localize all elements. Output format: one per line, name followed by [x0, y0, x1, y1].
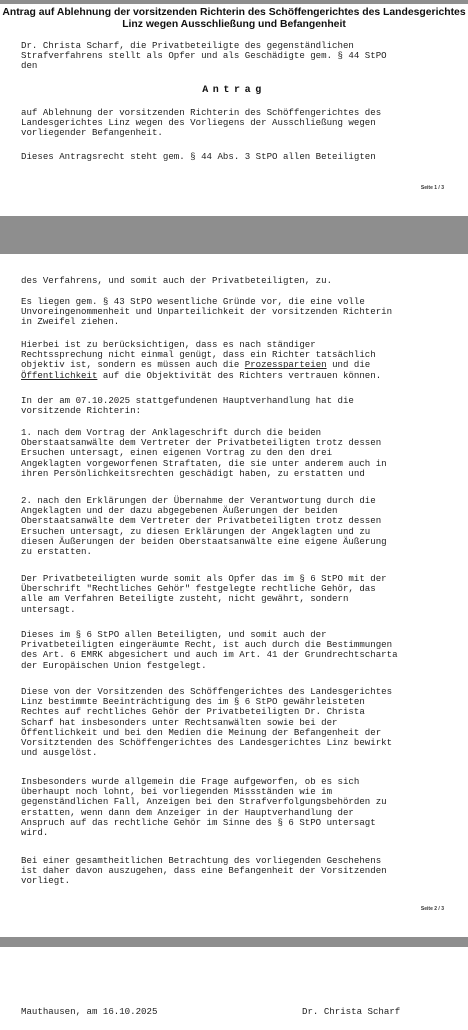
consider-paragraph [21, 340, 381, 381]
question-line: gegenständlichen Fall, Anzeigen bei den Strafverfolgungsbehörden zu [21, 796, 387, 808]
impairment-line: und ausgelöst. [21, 747, 98, 759]
consider-text: und die [326, 359, 371, 371]
item-1-line: Ersuchen untersagt, einen eigenen Vortrag zu den den drei [21, 447, 333, 459]
consider-line: Rechtssprechung nicht einmal genügt, dass ein Richter tatsächlich [21, 349, 376, 361]
impairment-line: Vorsitztenden des Schöffengerichtes des Landesgerichtes Linz bewirkt [21, 737, 393, 749]
victim-line: alle am Verfahren Beteiligte zusteht, nicht gewährt, sondern [21, 593, 349, 605]
question-line: erstatten, wenn dann dem Anzeiger in der Hauptverhandlung der [21, 806, 354, 818]
impairment-line: Öffentlichkeit und bei den Medien die Meinung der Befangenheit der [21, 726, 382, 738]
item-1-line: Oberstaatsanwälte dem Vertreter der Privatbeteiligten trotz dessen [21, 437, 382, 449]
question-paragraph [21, 777, 387, 838]
question-line: Anspruch auf das rechtliche Gehör im Sinne des § 6 StPO untersagt [21, 816, 376, 828]
page-separator-2 [0, 937, 468, 947]
prozessparteien-underlined: Prozessparteien [244, 359, 327, 371]
right-line: Dieses im § 6 StPO allen Beteiligten, und somit auch der [21, 629, 327, 640]
consider-text: objektiv ist, sondern es müssen auch die [21, 359, 245, 371]
document-title [0, 7, 468, 31]
consider-line [21, 371, 381, 381]
grounds-line: in Zweifel ziehen. [21, 316, 120, 328]
page-separator-top [0, 0, 468, 4]
conclusion-line: vorliegt. [21, 875, 71, 887]
conclusion-line: Bei einer gesamtheitlichen Betrachtung des vorliegenden Geschehens [21, 855, 382, 866]
impairment-paragraph [21, 687, 392, 758]
signature-name: Dr. Christa Scharf [302, 1006, 401, 1017]
hearing-paragraph [21, 396, 354, 416]
purpose-line: vorliegender Befangenheit. [21, 127, 163, 139]
victim-line: untersagt. [21, 603, 76, 615]
right-paragraph [21, 630, 398, 671]
question-line: überhaupt noch lohnt, bei vorliegenden Missständen wie im [21, 786, 333, 798]
right-line: der Europäischen Union festgelegt. [21, 659, 207, 671]
item-1-line: ihren Persönlichkeitsrechten geschädigt haben, zu erstatten und [21, 467, 365, 479]
intro-line: Strafverfahrens stellt als Opfer und als Geschädigte gem. § 44 StPO [21, 50, 387, 62]
item-2-line: Angeklagten und der dazu abgegebenen Äußerungen der beiden [21, 505, 338, 517]
consider-text: auf die Objektivität des Richters vertrauen können. [97, 369, 382, 381]
purpose-line: Landesgerichtes Linz wegen des Vorliegens der Ausschließung wegen [21, 117, 376, 129]
grounds-line: Unvoreingenommenheit und Unparteilichkeit der vorsitzenden Richterin [21, 306, 393, 318]
question-line: Insbesonders wurde allgemein die Frage aufgeworfen, ob es sich [21, 776, 360, 787]
right-line: des Art. 6 EMRK abgesichert und auch im Art. 41 der Grundrechtscharta [21, 649, 398, 661]
intro-line: Dr. Christa Scharf, die Privatbeteiligte des gegenständlichen [21, 40, 354, 51]
place-and-date: Mauthausen, am 16.10.2025 [21, 1006, 158, 1017]
document-title-line-2: Linz wegen Ausschließung und Befangenheit [122, 19, 346, 30]
intro-line: den [21, 60, 38, 72]
antrag-heading: Antrag [202, 85, 266, 96]
page-number-2: Seite 2 / 3 [420, 906, 444, 912]
purpose-line: auf Ablehnung der vorsitzenden Richterin des Schöffengerichtes des [21, 107, 382, 118]
intro-paragraph [21, 41, 387, 72]
item-2-paragraph [21, 496, 387, 557]
victim-paragraph [21, 574, 387, 615]
right-line: Privatbeteiligten eingeräumte Recht, ist auch durch die Bestimmungen [21, 639, 393, 651]
conclusion-paragraph [21, 856, 387, 887]
victim-line: Überschrift "Rechtliches Gehör" festgelegte rechtliche Gehör, das [21, 583, 376, 595]
page-number-1: Seite 1 / 3 [420, 185, 444, 191]
question-line: wird. [21, 827, 49, 839]
item-1-paragraph [21, 428, 387, 479]
item-2-line: diesen Äußerungen der beiden Oberstaatsanwälte eine eigene Äußerung [21, 535, 387, 547]
purpose-paragraph [21, 108, 381, 139]
conclusion-line: ist daher davon auszugehen, dass eine Befangenheit der Vorsitzenden [21, 865, 387, 877]
hearing-line: vorsitzende Richterin: [21, 405, 142, 417]
right-note: Dieses Antragsrecht steht gem. § 44 Abs. 3 StPO allen Beteiligten [21, 151, 376, 162]
grounds-line: Es liegen gem. § 43 StPO wesentliche Gründe vor, die eine volle [21, 296, 365, 307]
grounds-paragraph [21, 297, 392, 328]
document-title-line-1: Antrag auf Ablehnung der vorsitzenden Richterin des Schöffengerichtes des Landesgerichtes [2, 7, 466, 18]
continuation-line: des Verfahrens, und somit auch der Privatbeteiligten, zu. [21, 275, 333, 286]
page-separator-1 [0, 216, 468, 254]
item-1-line: Angeklagten vorgeworfenen Straftaten, die sie unter anderem auch in [21, 457, 387, 469]
item-2-line: 2. nach den Erklärungen der Übernahme der Verantwortung durch die [21, 495, 376, 506]
impairment-line: Scharf hat insbesonders unter Rechtsanwälten sowie bei der [21, 716, 338, 728]
item-2-line: zu erstatten. [21, 546, 92, 558]
item-2-line: Oberstaatsanwälte dem Vertreter der Privatbeteiligten trotz dessen [21, 515, 382, 527]
impairment-line: Diese von der Vorsitzenden des Schöffengerichtes des Landesgerichtes [21, 686, 393, 697]
item-2-line: Ersuchen untersagt, zu diesen Erklärungen der Angeklagten und zu [21, 525, 371, 537]
item-1-line: 1. nach dem Vortrag der Anklageschrift durch die beiden [21, 427, 322, 438]
victim-line: Der Privatbeteiligten wurde somit als Opfer das im § 6 StPO mit der [21, 573, 387, 584]
oeffentlichkeit-underlined: Öffentlichkeit [21, 369, 98, 381]
impairment-line: Linz bestimmte Beeinträchtigung des im § 6 StPO gewährleisteten [21, 696, 365, 708]
hearing-line: In der am 07.10.2025 stattgefundenen Hauptverhandlung hat die [21, 395, 354, 406]
impairment-line: Rechtes auf rechtliches Gehör der Privatbeteiligten Dr. Christa [21, 706, 365, 718]
consider-line: Hierbei ist zu berücksichtigen, dass es nach ständiger [21, 339, 316, 350]
